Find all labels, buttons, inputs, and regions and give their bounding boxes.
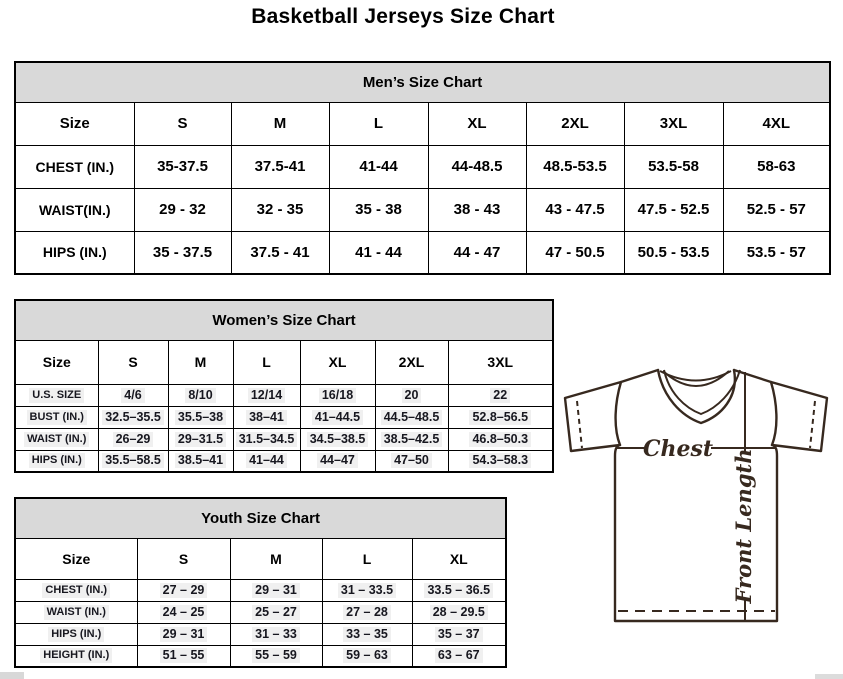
size-cell-text: 51 – 55	[160, 648, 208, 663]
column-header: XL	[412, 538, 506, 579]
table-row	[15, 428, 553, 450]
size-cell	[412, 645, 506, 667]
column-header: XL	[428, 102, 526, 145]
size-cell-text: 63 – 67	[435, 648, 483, 663]
size-cell	[168, 406, 233, 428]
size-cell	[300, 428, 375, 450]
row-label-text: WAIST (IN.)	[24, 432, 89, 447]
size-cell	[448, 384, 553, 406]
size-cell	[375, 428, 448, 450]
size-cell: 29 - 32	[134, 188, 231, 231]
size-cell	[300, 450, 375, 472]
row-label	[15, 406, 98, 428]
size-cell-text: 29–31.5	[175, 432, 226, 447]
size-cell-text: 12/14	[248, 388, 285, 403]
page-title: Basketball Jerseys Size Chart	[251, 5, 555, 28]
size-cell-text: 35 – 37	[435, 627, 483, 642]
size-cell	[375, 450, 448, 472]
size-cell	[98, 428, 168, 450]
size-cell	[412, 623, 506, 645]
size-corner-header: Size	[15, 538, 137, 579]
size-cell: 35 - 38	[329, 188, 428, 231]
column-header: S	[134, 102, 231, 145]
size-cell-text: 38.5–42.5	[381, 432, 443, 447]
size-cell-text: 35.5–38	[175, 410, 226, 425]
row-label-text: U.S. SIZE	[29, 388, 84, 403]
table-row	[15, 579, 506, 601]
size-cell	[98, 450, 168, 472]
size-cell: 58-63	[723, 145, 830, 188]
table-title-row	[15, 300, 553, 340]
column-header: S	[98, 340, 168, 384]
size-cell: 53.5-58	[624, 145, 723, 188]
size-cell	[300, 406, 375, 428]
size-cell	[230, 579, 322, 601]
size-cell	[412, 601, 506, 623]
column-header: 3XL	[624, 102, 723, 145]
size-cell	[230, 645, 322, 667]
size-cell-text: 26–29	[113, 432, 154, 447]
size-cell: 43 - 47.5	[526, 188, 624, 231]
size-cell	[137, 579, 230, 601]
mens-chart-title: Men’s Size Chart	[15, 62, 830, 102]
size-cell	[448, 406, 553, 428]
size-cell-text: 44.5–48.5	[381, 410, 443, 425]
table-row	[15, 231, 830, 274]
size-cell: 44 - 47	[428, 231, 526, 274]
collar-rib-arc-1	[660, 371, 731, 381]
column-header: L	[322, 538, 412, 579]
size-cell	[322, 645, 412, 667]
chest-label: Chest	[642, 436, 714, 462]
size-cell	[233, 406, 300, 428]
row-label-text: HIPS (IN.)	[48, 627, 104, 642]
size-cell-text: 41–44.5	[312, 410, 363, 425]
size-cell	[412, 579, 506, 601]
column-header: M	[231, 102, 329, 145]
size-cell-text: 38–41	[246, 410, 287, 425]
size-cell-text: 29 – 31	[160, 627, 208, 642]
row-label	[15, 579, 137, 601]
table-row	[15, 145, 830, 188]
womens-size-chart-table	[14, 299, 554, 473]
size-cell: 47.5 - 52.5	[624, 188, 723, 231]
column-header: L	[233, 340, 300, 384]
table-title-row	[15, 498, 506, 538]
screen-edge-artifact-left	[0, 672, 24, 679]
row-label: HIPS (IN.)	[15, 231, 134, 274]
table-row	[15, 601, 506, 623]
size-cell-text: 27 – 28	[343, 605, 391, 620]
size-cell-text: 29 – 31	[252, 583, 300, 598]
size-cell-text: 32.5–35.5	[102, 410, 164, 425]
size-cell-text: 46.8–50.3	[469, 432, 531, 447]
size-cell: 44-48.5	[428, 145, 526, 188]
size-cell	[98, 406, 168, 428]
size-cell	[98, 384, 168, 406]
size-cell	[137, 623, 230, 645]
size-cell-text: 38.5–41	[175, 453, 226, 468]
size-corner-header: Size	[15, 340, 98, 384]
size-cell	[230, 601, 322, 623]
column-header: XL	[300, 340, 375, 384]
table-row	[15, 384, 553, 406]
table-row	[15, 450, 553, 472]
row-label	[15, 645, 137, 667]
table-row	[15, 645, 506, 667]
size-cell	[137, 601, 230, 623]
sleeve-seam-left	[616, 382, 621, 445]
size-cell: 52.5 - 57	[723, 188, 830, 231]
row-label	[15, 601, 137, 623]
column-header-row	[15, 538, 506, 579]
size-cell	[322, 579, 412, 601]
table-row	[15, 406, 553, 428]
size-cell	[137, 645, 230, 667]
size-cell-text: 28 – 29.5	[430, 605, 488, 620]
size-cell-text: 47–50	[391, 453, 432, 468]
size-cell-text: 41–44	[246, 453, 287, 468]
youth-chart-title: Youth Size Chart	[15, 498, 506, 538]
size-cell: 37.5-41	[231, 145, 329, 188]
size-cell	[375, 406, 448, 428]
size-cell-text: 52.8–56.5	[469, 410, 531, 425]
size-cell: 48.5-53.5	[526, 145, 624, 188]
size-cell-text: 20	[402, 388, 422, 403]
size-cell	[448, 428, 553, 450]
table-title-row	[15, 62, 830, 102]
table-row	[15, 623, 506, 645]
row-label-text: HIPS (IN.)	[29, 453, 85, 468]
size-cell	[322, 623, 412, 645]
size-cell	[233, 450, 300, 472]
size-cell-text: 59 – 63	[343, 648, 391, 663]
size-cell-text: 34.5–38.5	[307, 432, 369, 447]
table-row	[15, 188, 830, 231]
size-cell	[168, 450, 233, 472]
size-cell-text: 44–47	[317, 453, 358, 468]
column-header: 2XL	[375, 340, 448, 384]
cuff-stitch-left	[577, 401, 582, 448]
womens-chart-title: Women’s Size Chart	[15, 300, 553, 340]
row-label: WAIST(IN.)	[15, 188, 134, 231]
size-cell	[233, 384, 300, 406]
size-cell-text: 16/18	[319, 388, 356, 403]
front-length-label: Front Length	[731, 448, 756, 604]
size-cell: 38 - 43	[428, 188, 526, 231]
size-cell	[168, 428, 233, 450]
cuff-stitch-right	[810, 401, 815, 448]
size-cell-text: 31 – 33.5	[338, 583, 396, 598]
size-cell-text: 4/6	[121, 388, 144, 403]
column-header-row	[15, 340, 553, 384]
size-cell-text: 33 – 35	[343, 627, 391, 642]
youth-size-chart-table	[14, 497, 507, 668]
size-corner-header: Size	[15, 102, 134, 145]
size-cell: 37.5 - 41	[231, 231, 329, 274]
row-label	[15, 623, 137, 645]
size-cell-text: 25 – 27	[252, 605, 300, 620]
collar-rib-arc-2	[663, 371, 729, 386]
size-cell	[375, 384, 448, 406]
sleeve-seam-right	[771, 382, 776, 445]
size-cell-text: 24 – 25	[160, 605, 208, 620]
collar-outer-v	[658, 370, 735, 423]
size-cell-text: 54.3–58.3	[469, 453, 531, 468]
size-cell-text: 55 – 59	[252, 648, 300, 663]
size-cell-text: 8/10	[185, 388, 215, 403]
size-cell: 41-44	[329, 145, 428, 188]
size-cell: 35-37.5	[134, 145, 231, 188]
row-label-text: CHEST (IN.)	[42, 583, 110, 598]
size-cell-text: 27 – 29	[160, 583, 208, 598]
column-header-row	[15, 102, 830, 145]
size-cell	[322, 601, 412, 623]
size-cell: 41 - 44	[329, 231, 428, 274]
screen-edge-artifact-right	[815, 674, 843, 679]
jersey-body-outline	[565, 370, 827, 621]
size-cell-text: 31.5–34.5	[236, 432, 298, 447]
size-cell-text: 22	[490, 388, 510, 403]
size-cell	[300, 384, 375, 406]
column-header: S	[137, 538, 230, 579]
row-label-text: BUST (IN.)	[27, 410, 87, 425]
column-header: M	[168, 340, 233, 384]
size-cell-text: 35.5–58.5	[102, 453, 164, 468]
column-header: L	[329, 102, 428, 145]
size-cell: 32 - 35	[231, 188, 329, 231]
row-label: CHEST (IN.)	[15, 145, 134, 188]
row-label	[15, 450, 98, 472]
mens-size-chart-table	[14, 61, 831, 275]
size-cell-text: 31 – 33	[252, 627, 300, 642]
row-label	[15, 428, 98, 450]
size-cell: 47 - 50.5	[526, 231, 624, 274]
jersey-measurement-diagram	[555, 353, 843, 631]
size-cell	[168, 384, 233, 406]
size-cell-text: 33.5 – 36.5	[424, 583, 493, 598]
size-cell	[230, 623, 322, 645]
size-cell	[233, 428, 300, 450]
size-cell	[448, 450, 553, 472]
row-label-text: WAIST (IN.)	[44, 605, 109, 620]
row-label-text: HEIGHT (IN.)	[40, 648, 112, 663]
row-label	[15, 384, 98, 406]
size-cell: 53.5 - 57	[723, 231, 830, 274]
size-cell: 50.5 - 53.5	[624, 231, 723, 274]
column-header: 2XL	[526, 102, 624, 145]
column-header: M	[230, 538, 322, 579]
size-cell: 35 - 37.5	[134, 231, 231, 274]
column-header: 3XL	[448, 340, 553, 384]
column-header: 4XL	[723, 102, 830, 145]
